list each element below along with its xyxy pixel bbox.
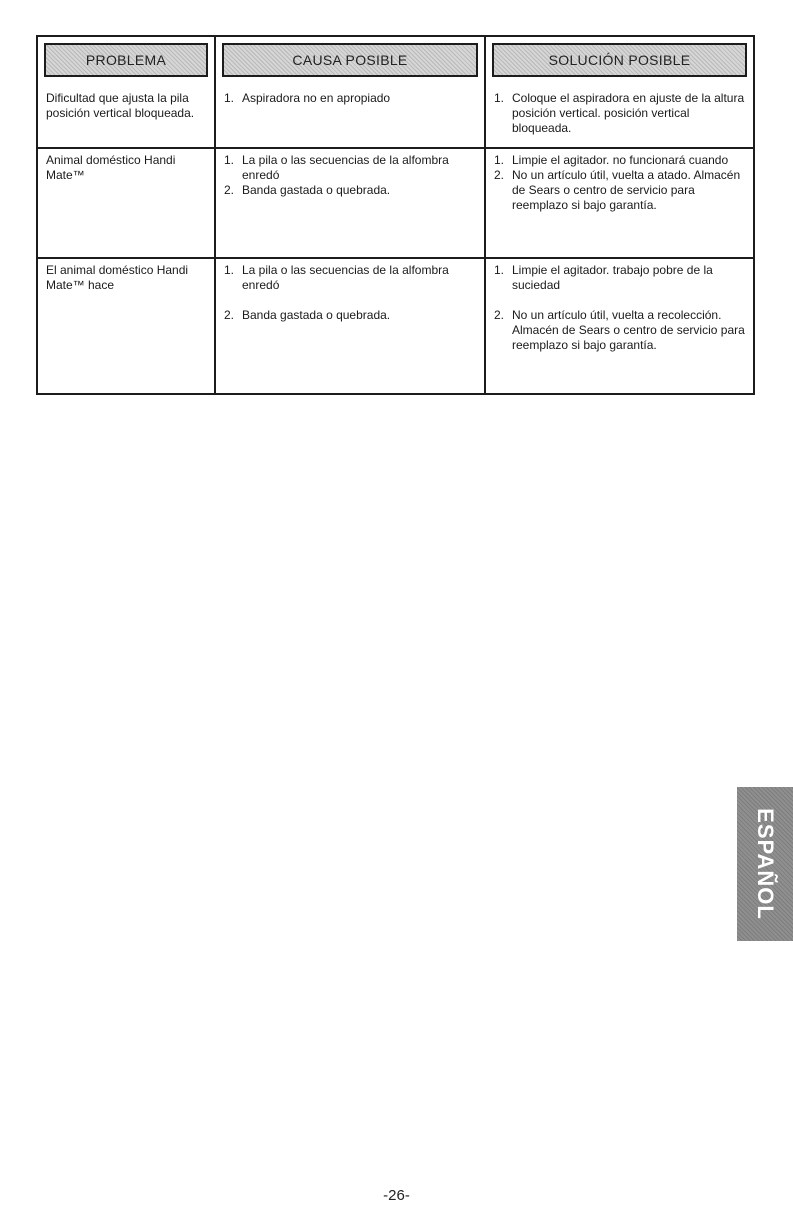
item-number: 1. <box>494 263 505 277</box>
list-item <box>494 308 747 353</box>
solution-cell <box>486 259 753 393</box>
problem-cell <box>38 87 216 149</box>
cause-cell <box>216 259 486 393</box>
header-cell-cause <box>216 37 486 87</box>
item-text: Aspiradora no en apropiado <box>242 91 391 105</box>
item-text: No un artículo útil, vuelta a atado. Almacén de Sears o centro de servicio para reemplazo si bajo garantía. <box>512 168 741 212</box>
solution-list <box>494 263 747 353</box>
problem-text: El animal doméstico Handi Mate™ hace <box>46 263 189 292</box>
cause-cell <box>216 149 486 259</box>
item-text: Limpie el agitador. trabajo pobre de la suciedad <box>512 263 713 292</box>
item-text: Banda gastada o quebrada. <box>242 308 391 322</box>
list-item <box>494 168 747 213</box>
solution-list <box>494 153 747 213</box>
language-tab-label: ESPAÑOL <box>753 808 778 920</box>
item-text: Banda gastada o quebrada. <box>242 183 391 197</box>
list-item <box>224 153 478 183</box>
item-text: La pila o las secuencias de la alfombra enredó <box>242 263 449 292</box>
item-number: 1. <box>224 91 235 105</box>
item-number: 2. <box>224 308 235 322</box>
problem-cell <box>38 259 216 393</box>
header-cell-solution <box>486 37 753 87</box>
solution-cell <box>486 149 753 259</box>
cause-list <box>224 263 478 323</box>
problem-text: Dificultad que ajusta la pila posición vertical bloqueada. <box>46 91 195 120</box>
header-solution: SOLUCIÓN POSIBLE <box>492 43 747 77</box>
list-item <box>494 91 747 136</box>
cause-list <box>224 153 478 198</box>
list-item <box>494 153 747 168</box>
problem-cell <box>38 149 216 259</box>
header-cell-problem <box>38 37 216 87</box>
item-text: Limpie el agitador. no funcionará cuando <box>512 153 729 167</box>
item-number: 1. <box>494 91 505 105</box>
header-cause: CAUSA POSIBLE <box>222 43 478 77</box>
list-item <box>494 263 747 293</box>
item-number: 1. <box>224 153 235 167</box>
solution-list <box>494 91 747 136</box>
item-number: 2. <box>494 168 505 182</box>
item-number: 2. <box>224 183 235 197</box>
list-item <box>224 91 478 106</box>
list-item <box>224 308 478 323</box>
cause-cell <box>216 87 486 149</box>
solution-cell <box>486 87 753 149</box>
language-tab <box>737 787 793 941</box>
list-item <box>224 183 478 198</box>
header-problem: PROBLEMA <box>44 43 208 77</box>
problem-text: Animal doméstico Handi Mate™ <box>46 153 176 182</box>
item-number: 1. <box>224 263 235 277</box>
item-text: No un artículo útil, vuelta a recolección. Almacén de Sears o centro de servicio para reemplazo si bajo garantía. <box>512 308 745 352</box>
cause-list <box>224 91 478 106</box>
item-text: Coloque el aspiradora en ajuste de la altura posición vertical. posición vertical bloqueada. <box>512 91 745 135</box>
list-item <box>224 263 478 293</box>
page-number: -26- <box>383 1187 410 1204</box>
item-number: 1. <box>494 153 505 167</box>
troubleshooting-table <box>36 35 755 395</box>
item-number: 2. <box>494 308 505 322</box>
item-text: La pila o las secuencias de la alfombra enredó <box>242 153 449 182</box>
